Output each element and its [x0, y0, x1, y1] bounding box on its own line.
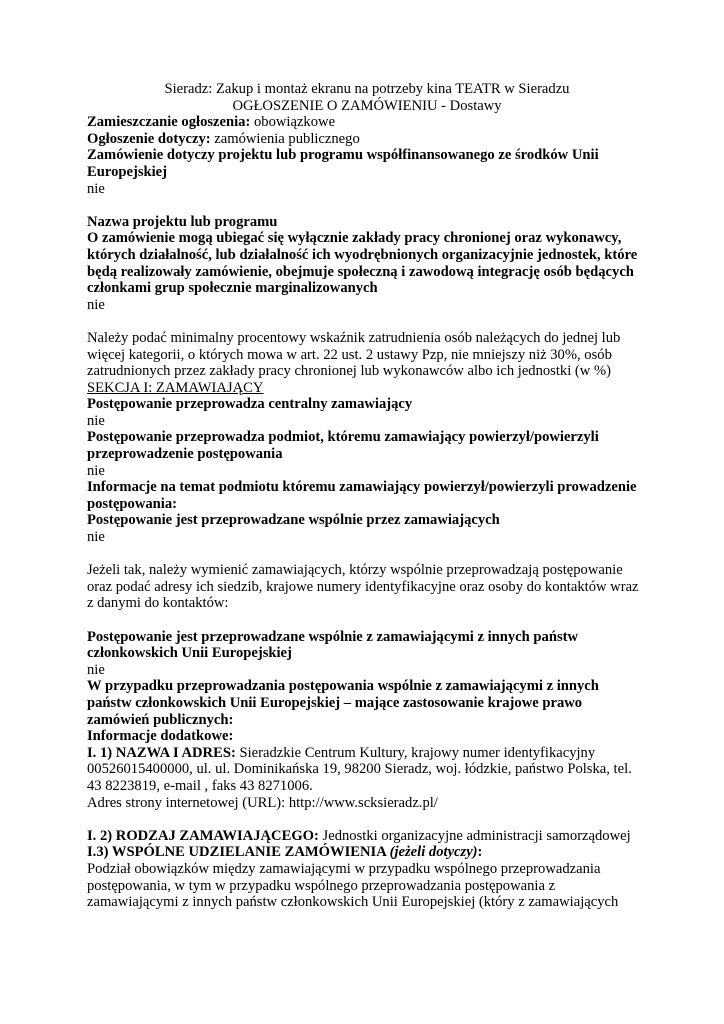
- joint-award-label: I.3) WSPÓLNE UDZIELANIE ZAMÓWIENIA: [87, 844, 390, 861]
- eu-joint-answer: nie: [87, 661, 105, 678]
- document-page: [87, 81, 647, 911]
- eu-joint-question: Postępowanie jest przeprowadzane wspólnie z zamawiającymi z innych państw członkowskich Unii Europejskiej: [87, 628, 579, 662]
- joint-award-heading: [87, 844, 647, 861]
- notice-type: OGŁOSZENIE O ZAMÓWIENIU - Dostawy: [232, 97, 502, 114]
- contracting-type-label: I. 2) RODZAJ ZAMAWIAJĄCEGO:: [87, 827, 319, 844]
- concerns-value: zamówienia publicznego: [210, 130, 360, 147]
- joint-award-italic: (jeżeli dotyczy): [389, 844, 478, 861]
- central-answer: nie: [87, 412, 105, 429]
- percentage-note: Należy podać minimalny procentowy wskaźnik zatrudnienia osób należących do jednej lub więcej kategorii, o których mowa w art. 22 ust. 2 ustawy Pzp, nie mniejszy niż 30%, osób zatrudnionych przez zakłady pracy chronionej lub wykonawców albo ich jednostki (w %): [87, 329, 621, 380]
- joint-award-colon: :: [477, 844, 483, 861]
- section-heading: SEKCJA I: ZAMAWIAJĄCY: [87, 379, 264, 396]
- joint-note: Jeżeli tak, należy wymienić zamawiających, którzy wspólnie przeprowadzają postępowanie oraz podać adresy ich siedzib, krajowe numery identyfikacyjne oraz osoby do kontaktów wraz z danymi do kontaktów:: [87, 562, 639, 612]
- document-title: Sieradz: Zakup i montaż ekranu na potrzeby kina TEATR w Sieradzu: [164, 81, 570, 97]
- name-address-value: Sieradzkie Centrum Kultury, krajowy numer identyfikacyjny 00526015400000, ul. ul. Dominikańska 19, 98200 Sieradz, woj. łódzkie, państwo Polska, tel. 43 8223819, e-mail , faks 43 8271006.: [87, 744, 632, 794]
- project-name-label: Nazwa projektu lub programu: [87, 213, 278, 230]
- contracting-type: [87, 828, 647, 845]
- concerns-label: Ogłoszenie dotyczy:: [87, 130, 211, 147]
- entrusted-answer: nie: [87, 462, 105, 479]
- joint-answer: nie: [87, 529, 105, 546]
- entrusted-question: Postępowanie przeprowadza podmiot, któremu zamawiający powierzył/powierzyli przeprowadzenie postępowania: [87, 429, 599, 463]
- publication-label: Zamieszczanie ogłoszenia:: [87, 114, 251, 131]
- publication-line: [87, 114, 647, 131]
- website-line: Adres strony internetowej (URL): http://www.scksieradz.pl/: [87, 794, 438, 811]
- additional-info-label: Informacje dodatkowe:: [87, 728, 234, 745]
- name-address: [87, 745, 647, 795]
- concerns-line: [87, 131, 647, 148]
- entity-info-question: Informacje na temat podmiotu któremu zamawiający powierzył/powierzyli prowadzenie postępowania:: [87, 479, 637, 512]
- sheltered-question: O zamówienie mogą ubiegać się wyłącznie zakłady pracy chronionej oraz wykonawcy, których działalność, lub działalność ich wyodrębnionych organizacyjnie jednostek, które będą realizowały zamówienie, obejmuje społeczną i zawodową integrację osób będących członkami grup społecznie marginalizowanych: [87, 230, 638, 297]
- eu-project-answer: nie: [87, 180, 105, 197]
- name-address-label: I. 1) NAZWA I ADRES:: [87, 744, 236, 761]
- central-question: Postępowanie przeprowadza centralny zamawiający: [87, 396, 413, 413]
- sheltered-answer: nie: [87, 296, 105, 313]
- joint-question: Postępowanie jest przeprowadzane wspólnie przez zamawiających: [87, 512, 500, 529]
- eu-project-question: Zamówienie dotyczy projektu lub programu współfinansowanego ze środków Unii Europejskiej: [87, 147, 599, 180]
- joint-award-text: Podział obowiązków między zamawiającymi w przypadku wspólnego przeprowadzania postępowania, w tym w przypadku wspólnego przeprowadzania postępowania z zamawiającymi z innych państw członkowskich Unii Europejskiej (który z zamawiających: [87, 860, 619, 911]
- publication-value: obowiązkowe: [250, 114, 336, 131]
- eu-law-question: W przypadku przeprowadzania postępowania wspólnie z zamawiającymi z innych państw członkowskich Unii Europejskiej – mające zastosowanie krajowe prawo zamówień publicznych:: [87, 678, 599, 728]
- contracting-type-value: Jednostki organizacyjne administracji samorządowej: [318, 827, 631, 844]
